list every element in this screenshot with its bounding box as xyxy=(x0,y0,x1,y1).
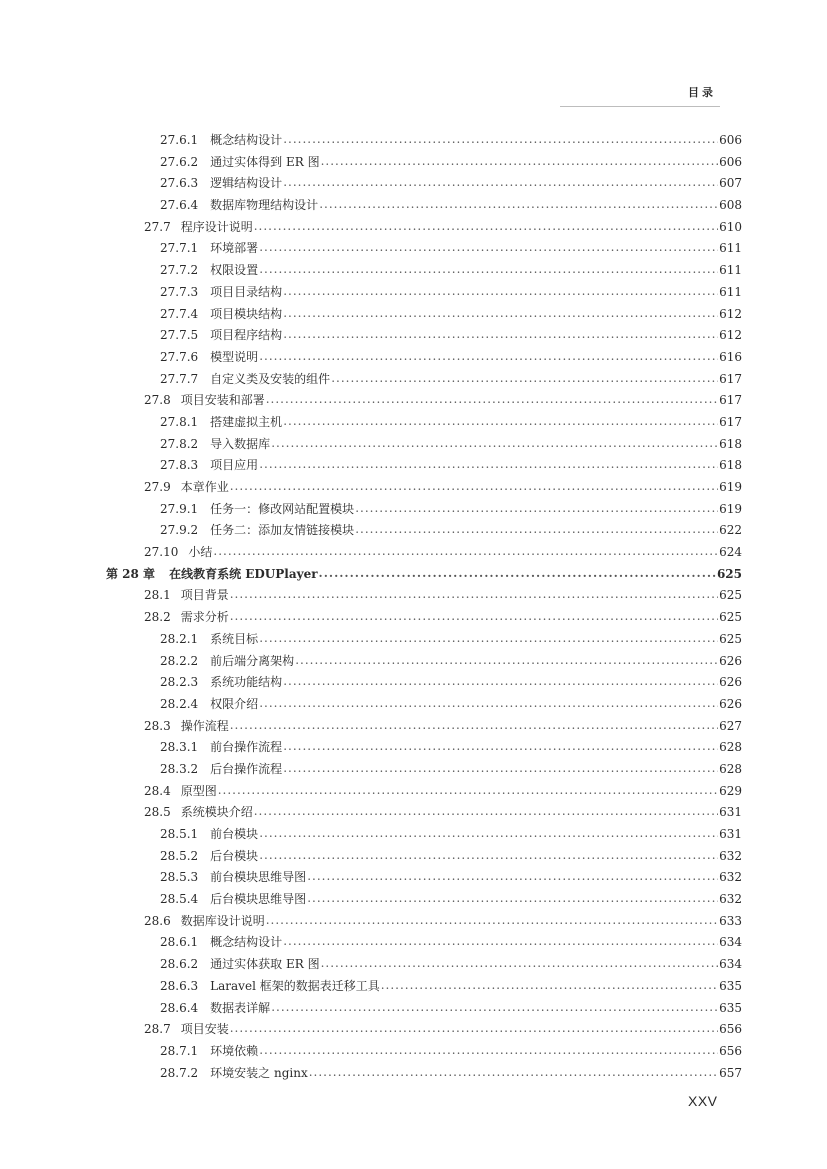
toc-entry-title: 前台模块思维导图 xyxy=(210,870,307,885)
toc-entry[interactable] xyxy=(106,390,742,412)
toc-entry-number: 28.5.2 xyxy=(160,848,199,863)
toc-entry-title: 导入数据库 xyxy=(210,436,271,451)
toc-entry-page: 635 xyxy=(719,978,742,993)
toc-entry-number: 27.7.5 xyxy=(160,328,199,343)
toc-entry-number: 28.2 xyxy=(144,610,171,625)
toc-entry[interactable] xyxy=(106,455,742,477)
toc-entry[interactable] xyxy=(106,325,742,347)
dot-leader xyxy=(381,976,718,997)
toc-entry[interactable] xyxy=(106,824,742,846)
dot-leader xyxy=(259,238,718,259)
toc-entry[interactable] xyxy=(106,130,742,152)
toc-entry-title: 本章作业 xyxy=(180,480,229,494)
dot-leader xyxy=(259,694,718,715)
toc-entry[interactable] xyxy=(106,173,742,195)
toc-entry-number: 28.3 xyxy=(144,718,171,733)
dot-leader xyxy=(259,347,718,368)
toc-entry[interactable] xyxy=(106,564,742,586)
toc-entry-title: 项目程序结构 xyxy=(210,328,283,343)
dot-leader xyxy=(259,455,718,476)
toc-entry-number: 28.2.4 xyxy=(160,696,199,711)
toc-entry-number: 28.5.4 xyxy=(160,892,199,907)
toc-entry-title: 搭建虚拟主机 xyxy=(210,414,283,429)
toc-entry-number: 28.5.1 xyxy=(160,827,199,841)
toc-entry-title: 操作流程 xyxy=(180,718,229,733)
toc-entry-page: 625 xyxy=(719,631,742,646)
toc-entry-page: 607 xyxy=(719,176,742,191)
toc-entry-number: 28.6.4 xyxy=(160,1000,199,1015)
toc-entry-page: 608 xyxy=(719,198,742,213)
toc-entry-page: 632 xyxy=(719,870,742,885)
toc-entry-title: 权限设置 xyxy=(210,263,259,278)
toc-entry-title: 环境依赖 xyxy=(210,1043,259,1058)
toc-entry[interactable] xyxy=(106,1041,742,1063)
toc-entry-title: 逻辑结构设计 xyxy=(210,176,283,191)
toc-entry-page: 632 xyxy=(719,848,742,863)
toc-entry-number: 28.4 xyxy=(144,783,171,798)
toc-entry-title: 环境部署 xyxy=(210,241,259,256)
dot-leader xyxy=(321,152,718,173)
toc-entry[interactable] xyxy=(106,694,742,716)
toc-entry-title: 概念结构设计 xyxy=(210,133,283,147)
toc-entry-page: 622 xyxy=(719,523,742,538)
dot-leader xyxy=(283,304,718,325)
toc-entry-number: 27.7.3 xyxy=(160,284,199,299)
toc-entry-title: 小结 xyxy=(188,545,213,560)
toc-entry-number: 27.6.3 xyxy=(160,176,199,191)
toc-entry-number: 27.6.4 xyxy=(160,198,199,213)
dot-leader xyxy=(230,716,718,737)
toc-entry-number: 27.9.1 xyxy=(160,501,199,516)
toc-entry-page: 617 xyxy=(719,414,742,429)
toc-entry-title: 任务二：添加友情链接模块 xyxy=(210,523,355,538)
dot-leader xyxy=(218,781,718,802)
toc-entry-number: 27.8.2 xyxy=(160,436,199,451)
toc-entry-title: 任务一：修改网站配置模块 xyxy=(210,501,355,516)
toc-entry-number: 27.9 xyxy=(144,480,171,494)
toc-entry[interactable] xyxy=(106,672,742,694)
toc-entry-title: 在线教育系统 EDUPlayer xyxy=(169,566,318,581)
table-of-contents xyxy=(106,130,742,1084)
dot-leader xyxy=(259,824,718,845)
toc-entry-page: 617 xyxy=(719,371,742,386)
toc-entry-page: 625 xyxy=(719,588,742,603)
toc-entry-title: 自定义类及安装的组件 xyxy=(210,371,331,386)
toc-entry-number: 27.8.3 xyxy=(160,458,199,473)
dot-leader xyxy=(271,434,718,455)
toc-entry-title: 项目安装 xyxy=(180,1022,229,1037)
toc-entry[interactable] xyxy=(106,195,742,217)
toc-entry-number: 27.7.2 xyxy=(160,263,199,278)
toc-entry-number: 28.1 xyxy=(144,588,171,603)
dot-leader xyxy=(259,260,718,281)
toc-entry-page: 619 xyxy=(719,501,742,516)
toc-entry-number: 27.9.2 xyxy=(160,523,199,538)
toc-entry-title: 环境安装之 nginx xyxy=(210,1065,308,1080)
toc-entry-page: 606 xyxy=(719,133,742,147)
dot-leader xyxy=(271,998,718,1019)
dot-leader xyxy=(259,1041,718,1062)
toc-entry-title: 项目背景 xyxy=(180,588,229,603)
toc-entry-title: 系统目标 xyxy=(210,631,259,646)
dot-leader xyxy=(295,651,718,672)
dot-leader xyxy=(230,1019,718,1040)
toc-entry[interactable] xyxy=(106,369,742,391)
toc-entry-title: 程序设计说明 xyxy=(180,219,253,234)
toc-entry-page: 611 xyxy=(719,263,742,278)
toc-entry-page: 618 xyxy=(719,458,742,473)
toc-entry-number: 28.7.1 xyxy=(160,1043,199,1058)
dot-leader xyxy=(259,846,718,867)
toc-entry[interactable] xyxy=(106,889,742,911)
dot-leader xyxy=(307,867,718,888)
toc-entry[interactable] xyxy=(106,802,742,824)
dot-leader xyxy=(283,130,718,151)
toc-entry[interactable] xyxy=(106,629,742,651)
toc-entry[interactable] xyxy=(106,520,742,542)
toc-entry-page: 625 xyxy=(719,610,742,625)
toc-entry-page: 633 xyxy=(719,913,742,928)
toc-entry[interactable] xyxy=(106,846,742,868)
toc-entry[interactable] xyxy=(106,238,742,260)
toc-entry-title: 通过实体获取 ER 图 xyxy=(210,957,320,972)
toc-entry-title: 概念结构设计 xyxy=(210,935,283,950)
header-title: 目录 xyxy=(688,86,716,99)
dot-leader xyxy=(355,520,718,541)
toc-entry[interactable] xyxy=(106,976,742,998)
dot-leader xyxy=(319,195,718,216)
toc-entry[interactable] xyxy=(106,282,742,304)
page-number: XXV xyxy=(688,1093,718,1109)
toc-entry-number: 27.7.6 xyxy=(160,349,199,364)
toc-entry-title: 项目模块结构 xyxy=(210,306,283,321)
toc-entry[interactable] xyxy=(106,304,742,326)
toc-entry-page: 626 xyxy=(719,653,742,668)
toc-entry[interactable] xyxy=(106,998,742,1020)
toc-entry-title: 后台模块思维导图 xyxy=(210,892,307,907)
toc-entry[interactable] xyxy=(106,585,742,607)
toc-entry[interactable] xyxy=(106,1019,742,1041)
toc-entry-number: 第 28 章 xyxy=(106,566,156,581)
toc-entry[interactable] xyxy=(106,1063,742,1085)
toc-entry-title: 系统模块介绍 xyxy=(180,805,253,820)
toc-entry-page: 657 xyxy=(719,1065,742,1080)
toc-entry-number: 27.8 xyxy=(144,393,171,408)
dot-leader xyxy=(355,499,718,520)
toc-entry-title: 后台模块 xyxy=(210,848,259,863)
toc-entry-page: 634 xyxy=(719,957,742,972)
toc-entry[interactable] xyxy=(106,911,742,933)
toc-entry-page: 612 xyxy=(719,306,742,321)
toc-entry[interactable] xyxy=(106,260,742,282)
toc-entry-number: 27.6.1 xyxy=(160,133,199,147)
toc-entry[interactable] xyxy=(106,412,742,434)
toc-entry[interactable] xyxy=(106,434,742,456)
dot-leader xyxy=(331,369,718,390)
toc-entry-number: 28.5 xyxy=(144,805,171,820)
toc-entry-page: 656 xyxy=(719,1022,742,1037)
toc-entry-title: 原型图 xyxy=(180,783,217,798)
toc-entry-title: 通过实体得到 ER 图 xyxy=(210,154,320,169)
dot-leader xyxy=(283,737,718,758)
toc-entry-number: 27.7.1 xyxy=(160,241,199,256)
toc-entry[interactable] xyxy=(106,932,742,954)
dot-leader xyxy=(319,564,716,585)
dot-leader xyxy=(213,542,718,563)
toc-entry-number: 28.3.1 xyxy=(160,740,199,755)
toc-entry-number: 27.7 xyxy=(144,219,171,234)
toc-entry-page: 606 xyxy=(719,154,742,169)
toc-entry-page: 617 xyxy=(719,393,742,408)
dot-leader xyxy=(309,1063,718,1084)
toc-entry[interactable] xyxy=(106,716,742,738)
toc-entry-title: 数据表详解 xyxy=(210,1000,271,1015)
dot-leader xyxy=(230,585,718,606)
dot-leader xyxy=(254,217,718,238)
toc-entry-title: 前台模块 xyxy=(210,827,259,841)
dot-leader xyxy=(283,932,718,953)
toc-entry-number: 28.2.1 xyxy=(160,631,199,646)
toc-entry-title: Laravel 框架的数据表迁移工具 xyxy=(210,978,380,993)
toc-entry-number: 27.10 xyxy=(144,545,179,560)
toc-entry-title: 项目安装和部署 xyxy=(180,393,265,408)
dot-leader xyxy=(230,607,718,628)
toc-entry-title: 数据库设计说明 xyxy=(180,913,265,928)
toc-entry-page: 628 xyxy=(719,740,742,755)
toc-entry[interactable] xyxy=(106,954,742,976)
toc-entry[interactable] xyxy=(106,651,742,673)
toc-entry-page: 632 xyxy=(719,892,742,907)
toc-entry-page: 611 xyxy=(719,284,742,299)
dot-leader xyxy=(266,911,718,932)
toc-entry-page: 628 xyxy=(719,761,742,776)
toc-entry-number: 27.7.4 xyxy=(160,306,199,321)
toc-entry[interactable] xyxy=(106,499,742,521)
running-header xyxy=(560,80,720,107)
dot-leader xyxy=(230,477,718,498)
toc-entry-number: 28.6.1 xyxy=(160,935,199,950)
toc-entry-number: 28.5.3 xyxy=(160,870,199,885)
toc-entry-title: 项目目录结构 xyxy=(210,284,283,299)
toc-entry-page: 631 xyxy=(719,805,742,820)
toc-entry-page: 629 xyxy=(719,783,742,798)
toc-entry-page: 618 xyxy=(719,436,742,451)
toc-entry-number: 28.7.2 xyxy=(160,1065,199,1080)
toc-entry[interactable] xyxy=(106,152,742,174)
toc-entry[interactable] xyxy=(106,347,742,369)
dot-leader xyxy=(283,325,718,346)
dot-leader xyxy=(307,889,718,910)
toc-entry-number: 28.6 xyxy=(144,913,171,928)
toc-entry-page: 627 xyxy=(719,718,742,733)
dot-leader xyxy=(283,672,718,693)
toc-entry-page: 626 xyxy=(719,675,742,690)
dot-leader xyxy=(254,802,718,823)
toc-entry-page: 624 xyxy=(719,545,742,560)
toc-entry[interactable] xyxy=(106,217,742,239)
toc-entry-number: 28.7 xyxy=(144,1022,171,1037)
dot-leader xyxy=(259,629,718,650)
toc-entry-number: 27.6.2 xyxy=(160,154,199,169)
toc-entry-page: 631 xyxy=(719,827,742,841)
toc-entry-number: 28.3.2 xyxy=(160,761,199,776)
toc-entry[interactable] xyxy=(106,759,742,781)
dot-leader xyxy=(283,282,718,303)
toc-entry[interactable] xyxy=(106,781,742,803)
toc-entry-title: 数据库物理结构设计 xyxy=(210,198,319,213)
toc-entry-title: 模型说明 xyxy=(210,349,259,364)
toc-entry-page: 612 xyxy=(719,328,742,343)
dot-leader xyxy=(283,759,718,780)
toc-entry-page: 611 xyxy=(719,241,742,256)
toc-entry[interactable] xyxy=(106,542,742,564)
dot-leader xyxy=(321,954,718,975)
toc-entry-number: 28.6.2 xyxy=(160,957,199,972)
toc-entry-page: 635 xyxy=(719,1000,742,1015)
toc-entry-number: 28.2.2 xyxy=(160,653,199,668)
toc-entry-title: 前后端分离架构 xyxy=(210,653,295,668)
dot-leader xyxy=(283,412,718,433)
toc-entry-page: 634 xyxy=(719,935,742,950)
toc-entry-page: 616 xyxy=(719,349,742,364)
toc-entry-title: 项目应用 xyxy=(210,458,259,473)
toc-entry-title: 前台操作流程 xyxy=(210,740,283,755)
toc-entry-page: 625 xyxy=(716,566,742,581)
toc-entry-title: 系统功能结构 xyxy=(210,675,283,690)
toc-entry-title: 后台操作流程 xyxy=(210,761,283,776)
toc-entry-page: 626 xyxy=(719,696,742,711)
toc-entry-title: 需求分析 xyxy=(180,610,229,625)
toc-entry[interactable] xyxy=(106,867,742,889)
toc-entry-number: 27.8.1 xyxy=(160,414,199,429)
toc-entry-number: 28.6.3 xyxy=(160,978,199,993)
toc-entry[interactable] xyxy=(106,607,742,629)
toc-entry-page: 619 xyxy=(719,480,742,494)
dot-leader xyxy=(266,390,718,411)
toc-entry-page: 610 xyxy=(719,219,742,234)
toc-entry[interactable] xyxy=(106,737,742,759)
toc-entry-page: 656 xyxy=(719,1043,742,1058)
toc-entry-title: 权限介绍 xyxy=(210,696,259,711)
dot-leader xyxy=(283,173,718,194)
toc-entry[interactable] xyxy=(106,477,742,499)
toc-entry-number: 27.7.7 xyxy=(160,371,199,386)
toc-entry-number: 28.2.3 xyxy=(160,675,199,690)
